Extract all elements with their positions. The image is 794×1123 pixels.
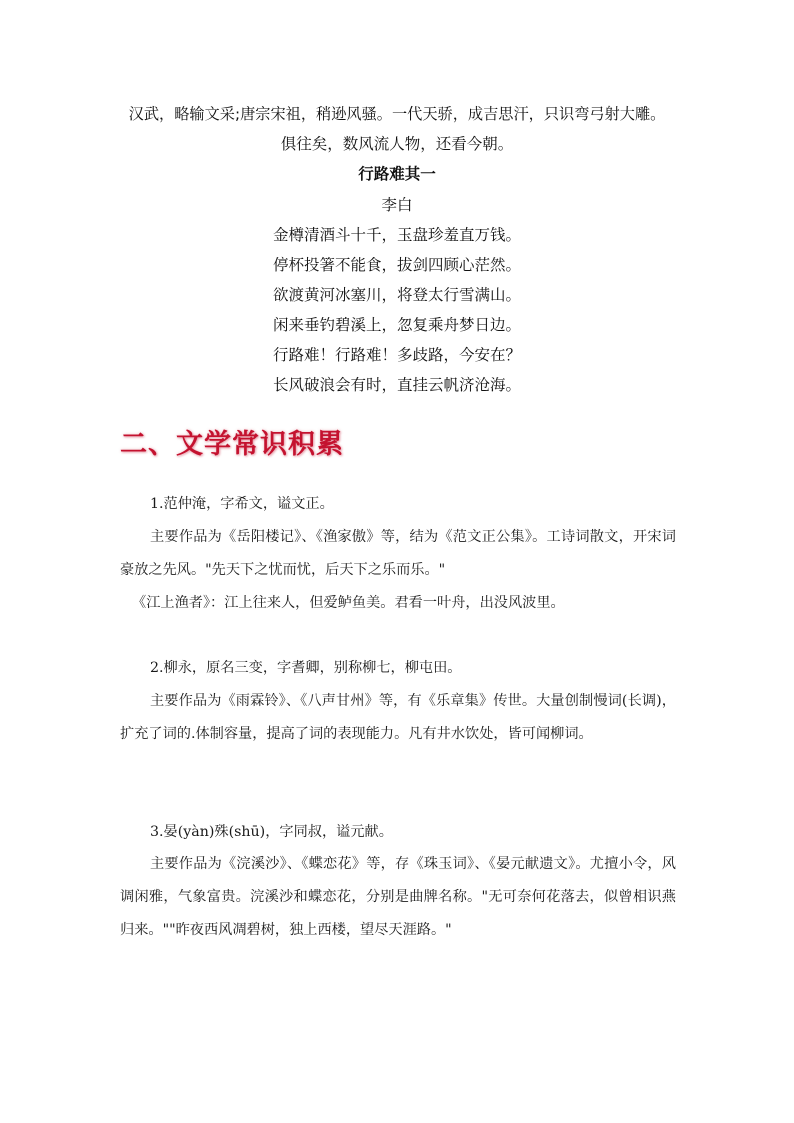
entry-paragraph: 主要作品为《岳阳楼记》、《渔家傲》等，结为《范文正公集》。工诗词散文，开宋词豪放之先风。"先天下之忧而忧，后天下之乐而乐。" [120, 529, 676, 578]
poem-line: 行路难！行路难！多歧路，今安在？ [272, 346, 521, 364]
entry-title: 2.柳永，原名三变，字耆卿，别称柳七，柳屯田。 [150, 660, 462, 676]
entry-title: 1.范仲淹，字希文，谥文正。 [150, 496, 334, 512]
poem-line: 停杯投箸不能食，拔剑四顾心茫然。 [272, 256, 521, 274]
poem-line: 汉武，略输文采;唐宗宋祖，稍逊风骚。一代天骄，成吉思汗，只识弯弓射大雕。 [128, 105, 666, 123]
entry-paragraph: 主要作品为《雨霖铃》、《八声甘州》等，有《乐章集》传世。大量创制慢词(长调)，扩充了词的.体制容量，提高了词的表现能力。凡有井水饮处，皆可闻柳词。 [120, 693, 676, 742]
poem-title: 行路难其一 [358, 165, 436, 183]
entry-title: 3.晏(yàn)殊(shū)，字同叔，谥元献。 [150, 824, 393, 840]
poem-line: 欲渡黄河冰塞川，将登太行雪满山。 [272, 286, 521, 304]
entry-paragraph: 《江上渔者》：江上往来人，但爱鲈鱼美。君看一叶舟，出没风波里。 [132, 595, 565, 611]
poem-line: 俱往矣，数风流人物，还看今朝。 [280, 135, 514, 153]
section-heading: 二、文学常识积累 [120, 429, 344, 460]
poem-line: 闲来垂钓碧溪上，忽复乘舟梦日边。 [272, 316, 521, 334]
entry-paragraph: 主要作品为《浣溪沙》、《蝶恋花》等，存《珠玉词》、《晏元献遗文》。尤擅小令，风调闲雅，气象富贵。浣溪沙和蝶恋花，分别是曲牌名称。"无可奈何花落去，似曾相识燕归来。""昨夜西风凋碧树，独上西楼，望尽天涯路。" [120, 856, 676, 938]
poem-line: 长风破浪会有时，直挂云帆济沧海。 [272, 376, 521, 394]
poem-author: 李白 [381, 196, 413, 214]
poem-line: 金樽清酒斗十千，玉盘珍羞直万钱。 [272, 226, 521, 244]
